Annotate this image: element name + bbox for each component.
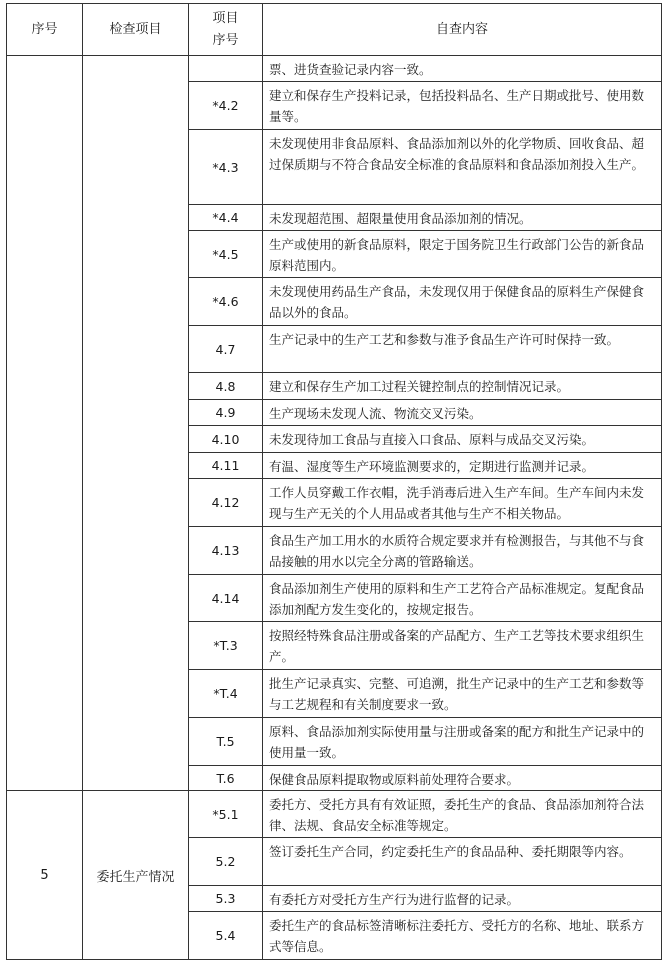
header-item: 检查项目 (83, 4, 189, 56)
table-row (7, 56, 662, 82)
item-no: 4.14 (189, 575, 263, 622)
item-content: 签订委托生产合同，约定委托生产的食品品种、委托期限等内容。 (263, 838, 662, 886)
item-no: 4.13 (189, 527, 263, 575)
item-no: 5.3 (189, 886, 263, 912)
table-row (7, 791, 662, 838)
section5-seq: 5 (7, 791, 83, 960)
item-content: 委托方、受托方具有有效证照，委托生产的食品、食品添加剂符合法律、法规、食品安全标准等规定。 (263, 791, 662, 838)
header-seq: 序号 (7, 4, 83, 56)
item-no: *4.3 (189, 130, 263, 205)
item-content: 按照经特殊食品注册或备案的产品配方、生产工艺等技术要求组织生产。 (263, 622, 662, 670)
item-no: *T.3 (189, 622, 263, 670)
item-no: *4.4 (189, 205, 263, 231)
item-no: T.5 (189, 718, 263, 766)
item-no: 4.8 (189, 373, 263, 400)
section4-seq-cell (7, 56, 83, 791)
section4-item-cell (83, 56, 189, 791)
item-content: 未发现待加工食品与直接入口食品、原料与成品交叉污染。 (263, 426, 662, 453)
item-content: 批生产记录真实、完整、可追溯，批生产记录中的生产工艺和参数等与工艺规程和有关制度要求一致。 (263, 670, 662, 718)
item-no: 4.9 (189, 400, 263, 426)
item-content: 有委托方对受托方生产行为进行监督的记录。 (263, 886, 662, 912)
item-no: *4.5 (189, 231, 263, 278)
item-content: 生产记录中的生产工艺和参数与准予食品生产许可时保持一致。 (263, 326, 662, 373)
item-no: 5.2 (189, 838, 263, 886)
section5-item: 委托生产情况 (83, 791, 189, 960)
item-no: *4.2 (189, 82, 263, 130)
item-content: 有温、湿度等生产环境监测要求的，定期进行监测并记录。 (263, 453, 662, 479)
item-no: 4.10 (189, 426, 263, 453)
item-content: 建立和保存生产投料记录，包括投料品名、生产日期或批号、使用数量等。 (263, 82, 662, 130)
self-inspection-table (6, 3, 662, 960)
item-content: 未发现使用药品生产食品，未发现仅用于保健食品的原料生产保健食品以外的食品。 (263, 278, 662, 326)
header-item-no (189, 4, 263, 56)
item-content: 票、进货查验记录内容一致。 (263, 56, 662, 82)
item-no: *T.4 (189, 670, 263, 718)
item-content: 未发现超范围、超限量使用食品添加剂的情况。 (263, 205, 662, 231)
item-content: 未发现使用非食品原料、食品添加剂以外的化学物质、回收食品、超过保质期与不符合食品安全标准的食品原料和食品添加剂投入生产。 (263, 130, 662, 205)
item-content: 生产现场未发现人流、物流交叉污染。 (263, 400, 662, 426)
item-content: 原料、食品添加剂实际使用量与注册或备案的配方和批生产记录中的使用量一致。 (263, 718, 662, 766)
header-item-no-line2: 序号 (212, 32, 239, 48)
item-content: 食品生产加工用水的水质符合规定要求并有检测报告，与其他不与食品接触的用水以完全分离的管路输送。 (263, 527, 662, 575)
item-no: *4.6 (189, 278, 263, 326)
item-no: 5.4 (189, 912, 263, 960)
item-no: T.6 (189, 766, 263, 791)
item-content: 食品添加剂生产使用的原料和生产工艺符合产品标准规定。复配食品添加剂配方发生变化的，按规定报告。 (263, 575, 662, 622)
item-no: *5.1 (189, 791, 263, 838)
header-content: 自查内容 (263, 4, 662, 56)
item-content: 保健食品原料提取物或原料前处理符合要求。 (263, 766, 662, 791)
inspection-document (6, 3, 661, 960)
item-content: 生产或使用的新食品原料，限定于国务院卫生行政部门公告的新食品原料范围内。 (263, 231, 662, 278)
header-item-no-line1: 项目 (212, 10, 239, 26)
item-no: 4.7 (189, 326, 263, 373)
item-no: 4.11 (189, 453, 263, 479)
item-no: 4.12 (189, 479, 263, 527)
item-content: 建立和保存生产加工过程关键控制点的控制情况记录。 (263, 373, 662, 400)
item-no (189, 56, 263, 82)
item-content: 委托生产的食品标签清晰标注委托方、受托方的名称、地址、联系方式等信息。 (263, 912, 662, 960)
table-header-row (7, 4, 662, 56)
item-content: 工作人员穿戴工作衣帽，洗手消毒后进入生产车间。生产车间内未发现与生产无关的个人用品或者其他与生产不相关物品。 (263, 479, 662, 527)
